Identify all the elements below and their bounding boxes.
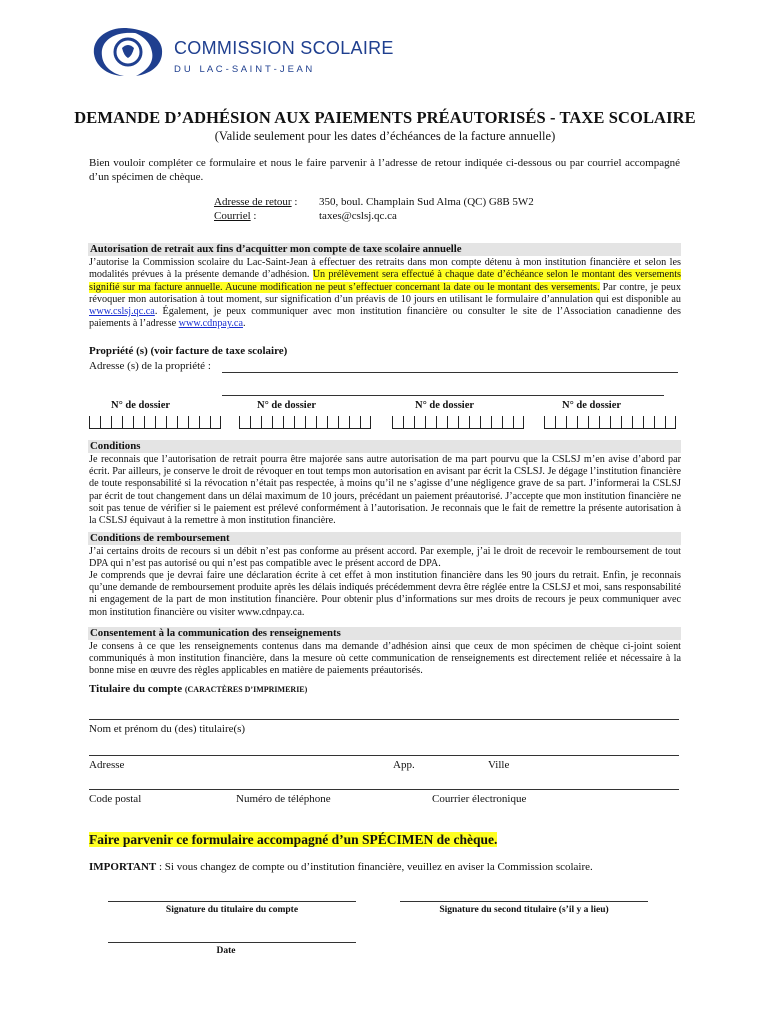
- send-note-text: Faire parvenir ce formulaire accompagné d’un SPÉCIMEN de chèque.: [89, 832, 498, 847]
- return-sep: :: [291, 196, 298, 208]
- holder-name-label: Nom et prénom du (des) titulaire(s): [89, 723, 246, 735]
- cslsj-link[interactable]: www.cslsj.qc.ca: [89, 306, 155, 318]
- intro-text: Bien vouloir compléter ce formulaire et nous le faire parvenir à l’adresse de retour indiquée ci-dessous ou par courriel accompagné d’un spécimen de chèque.: [89, 157, 680, 183]
- property-address-line-2[interactable]: [222, 395, 664, 396]
- holder-note: (CARACTÈRES D’IMPRIMERIE): [184, 685, 308, 694]
- cdnpay-link[interactable]: www.cdnpay.ca: [178, 318, 243, 330]
- logo: [88, 22, 394, 82]
- return-address: [214, 196, 534, 223]
- second-signature-label: Signature du second titulaire (s’il y a lieu): [439, 905, 609, 915]
- conditions-text: Je reconnais que l’autorisation de retrait pourra être majorée sans autre autorisation de ma part pourvu que la CSLSJ m’en avise d’abord par écrit. Par ailleurs, je conserve le droit de révoquer en tout temps mon autorisation en avisant par écrit la CSLSJ. Je dégage l’institution financière de toute responsabilité si la révocation n’était pas respectée, à moins qu’il ne s’agisse d’une négligence grave de sa part. J’informerai la CSLSJ par écrit de tout changement dans un délai maximum de 10 jours, précédant un paiement préautorisé. J’accepte que mon institution financière ne soit pas tenue de vérifier si le paiement est prélevé conformément à l’autorisation. Je reconnais que le fait de remettre la présente autorisation à la CSLSJ équivaut à la remettre à mon institution financière.: [89, 454, 681, 527]
- holder-city-label: Ville: [488, 759, 510, 771]
- holder-postal-label: Code postal: [89, 793, 142, 805]
- email-value: taxes@cslsj.qc.ca: [319, 209, 397, 222]
- holder-address-line[interactable]: [89, 755, 679, 756]
- holder-phone-label: Numéro de téléphone: [236, 793, 331, 805]
- auth-highlight: Un prélèvement sera effectué à chaque date d’échéance selon le montant des versements signifié sur ma facture annuelle. Aucune modification ne peut s’effectuer concernant la date ou le montant des versements.: [89, 269, 681, 293]
- return-label: Adresse de retour: [214, 196, 292, 208]
- auth-text-c: . Également, je peux communiquer avec mon institution financière ou consulter le site de l’Association canadienne des paiements à l’adresse: [89, 306, 681, 330]
- date-line[interactable]: [108, 942, 356, 943]
- auth-text-d: .: [242, 318, 246, 330]
- logo-emblem: [88, 24, 168, 80]
- holder-email-label: Courrier électronique: [432, 793, 527, 805]
- property-header: Propriété (s) (voir facture de taxe scolaire): [89, 345, 288, 357]
- logo-line1: COMMISSION SCOLAIRE: [174, 38, 394, 58]
- property-address-line[interactable]: [222, 372, 678, 373]
- email-label: Courriel: [214, 209, 251, 222]
- consent-text: Je consens à ce que les renseignements contenus dans ma demande d’adhésion ainsi que ceux de mon spécimen de chèque ci-joint soient communiqués à mon institution financière, dans la mesure où cette communication de renseignements est directement reliée et nécessaire à la bonne mise en œuvre des règles applicables en matière de paiements préautorisés.: [89, 641, 681, 677]
- important-label: IMPORTANT: [89, 861, 157, 873]
- dossier-label-4: N° de dossier: [562, 400, 622, 411]
- refund-text-2: Je comprends que je devrai faire une déclaration écrite à cet effet à mon institution financière dans les 90 jours du retrait. Enfin, je reconnais qu’une demande de remboursement produite après les délais indiqués précédemment devra être réglée entre la CSLSJ et moi, sans responsabilité ni engagement de la part de mon institution financière. Pour obtenir plus d’informations sur mes droits de recours je peux communiquer avec mon institution financière ou visiter www.cdnpay.ca.: [89, 570, 681, 618]
- auth-text-b: Par contre, je peux révoquer mon autorisation à tout moment, sur signification d’un préavis de 10 jours en utilisant le formulaire d’annulation qui est disponible au: [89, 281, 681, 305]
- dossier-label-2: N° de dossier: [257, 400, 317, 411]
- page-title: DEMANDE D’ADHÉSION AUX PAIEMENTS PRÉAUTORISÉS - TAXE SCOLAIRE: [74, 108, 696, 127]
- email-sep: :: [250, 209, 257, 222]
- holder-address-label: Adresse: [89, 759, 125, 771]
- page-subtitle: (Valide seulement pour les dates d’échéances de la facture annuelle): [214, 129, 556, 143]
- holder-app-label: App.: [393, 759, 415, 771]
- conditions-header: Conditions: [88, 440, 681, 453]
- holder-title: [89, 683, 307, 695]
- auth-section-text: [89, 257, 681, 331]
- dossier-field-1[interactable]: [89, 416, 221, 429]
- second-signature-line[interactable]: [400, 901, 648, 902]
- auth-section-header: Autorisation de retrait aux fins d’acquitter mon compte de taxe scolaire annuelle: [88, 243, 681, 256]
- refund-header: Conditions de remboursement: [88, 532, 681, 545]
- auth-text-a: J’autorise la Commission scolaire du Lac-Saint-Jean à effectuer des retraits dans mon compte détenu à mon institution financière et selon les modalités prévues à la présente demande d’adhésion.: [89, 257, 681, 281]
- holder-title-text: Titulaire du compte: [89, 683, 183, 695]
- dossier-row: [89, 400, 689, 440]
- return-value: 350, boul. Champlain Sud Alma (QC) G8B 5W2: [319, 196, 534, 208]
- refund-text-1: J’ai certains droits de recours si un débit n’est pas conforme au présent accord. Par exemple, j’ai le droit de recevoir le remboursement de tout DPA qui n’est pas autorisé ou qui n’est pas compatible avec le présent accord de DPA.: [89, 546, 681, 570]
- holder-signature-line[interactable]: [108, 901, 356, 902]
- dossier-label-3: N° de dossier: [415, 400, 475, 411]
- dossier-label-1: N° de dossier: [111, 400, 171, 411]
- date-label: Date: [216, 946, 236, 956]
- property-address-label: Adresse (s) de la propriété :: [89, 360, 211, 372]
- consent-header: Consentement à la communication des renseignements: [88, 627, 681, 640]
- holder-postal-line[interactable]: [89, 789, 679, 790]
- dossier-field-2[interactable]: [239, 416, 371, 429]
- important-note: [89, 861, 593, 873]
- dossier-field-3[interactable]: [392, 416, 524, 429]
- dossier-field-4[interactable]: [544, 416, 676, 429]
- logo-line2: D U L A C - S A I N T - J E A N: [174, 64, 313, 75]
- send-note: [89, 832, 497, 848]
- holder-signature-label: Signature du titulaire du compte: [165, 905, 299, 915]
- holder-name-line[interactable]: [89, 719, 679, 720]
- important-text: : Si vous changez de compte ou d’institution financière, veuillez en aviser la Commission scolaire.: [156, 861, 593, 873]
